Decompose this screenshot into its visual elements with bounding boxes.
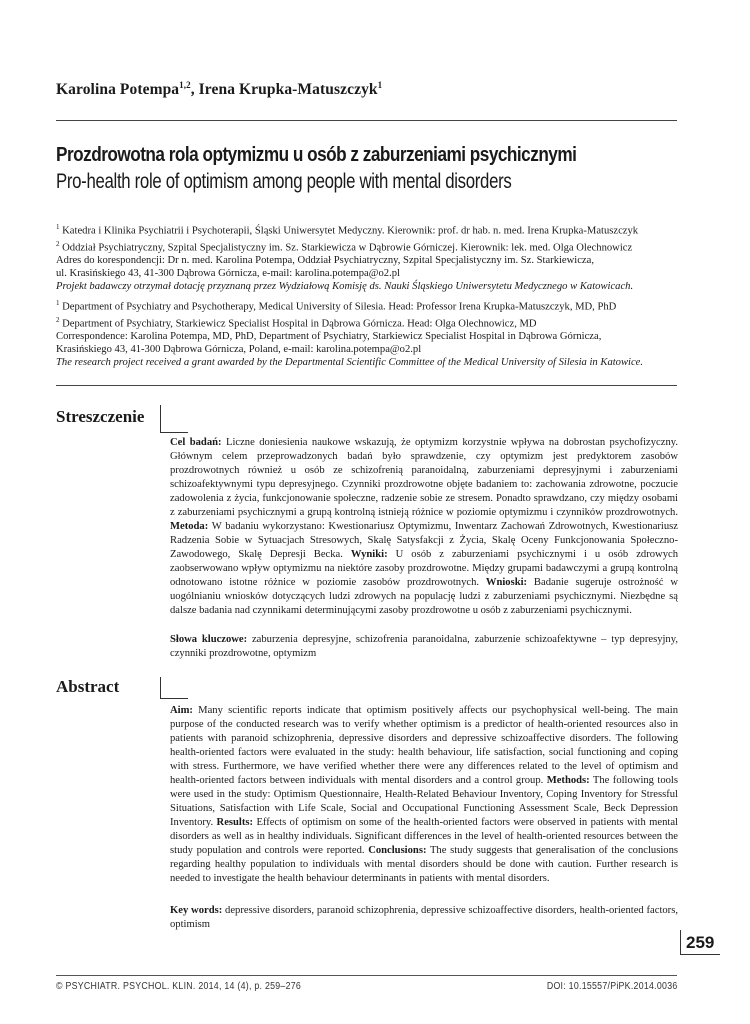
correspondence-line: Adres do korespondencji: Dr n. med. Karolina Potempa, Oddział Psychiatryczny, Szpital Specjalistyczny im. Sz. Starkiewicza, — [56, 255, 594, 267]
page-number: 259 — [686, 933, 715, 952]
section-heading-streszczenie: Streszczenie — [56, 407, 145, 426]
label-aim: Cel badań: — [170, 437, 222, 448]
funding-note: Projekt badawczy otrzymał dotację przyznaną przez Wydziałową Komisję ds. Nauki Śląskiego Uniwersytetu Medycznego w Katowicach. — [56, 281, 634, 293]
title-english: Pro-health role of optimism among people with mental disorders — [56, 170, 512, 193]
footer-citation: © PSYCHIATR. PSYCHOL. KLIN. 2014, 14 (4), p. 259–276 — [56, 981, 302, 992]
page-number-bracket — [680, 954, 720, 955]
affiliation-marker: 2 — [56, 239, 60, 248]
section-bracket — [160, 677, 161, 699]
streszczenie-body — [170, 436, 678, 618]
author-separator: , — [190, 81, 199, 99]
label-conclusions: Wnioski: — [485, 577, 528, 588]
author-name: Irena Krupka-Matuszczyk — [198, 81, 378, 99]
footer-divider — [56, 975, 677, 976]
label-results: Wyniki: — [350, 549, 388, 560]
correspondence-line: Krasińskiego 43, 41-300 Dąbrowa Górnicza, Poland, e-mail: karolina.potempa@o2.pl — [56, 344, 422, 356]
affiliation-line — [56, 314, 696, 331]
text-results: Effects of optimism on some of the health-oriented factors were observed in patients with mental disorders as well as in healthy individuals. Significant differences in the level of health-oriented resources between the study population and controls were reported. — [170, 817, 678, 856]
label-methods: Metoda: — [170, 521, 209, 532]
label-keywords: Key words: — [170, 905, 223, 916]
affiliations-english — [56, 297, 696, 369]
text-conclusions: The study suggests that generalisation of the conclusions regarding healthy population to individuals with mental disorders should be done with caution. Further research is needed to investigate the health behaviour determinants in patients with mental disorders. — [170, 845, 678, 884]
text-results: U osób z zaburzeniami psychicznymi i u osób zdrowych zaobserwowano wpływ optymizmu na niektóre zasoby prozdrowotne. Między grupami badawczymi a grupą kontrolną odnotowano istotne różnice w poziomie zasobów prozdrowotnych. — [170, 549, 678, 588]
affiliation-line — [56, 297, 696, 314]
affiliations-polish — [56, 221, 696, 293]
correspondence-line: Correspondence: Karolina Potempa, MD, PhD, Department of Psychiatry, Starkiewicz Specialist Hospital in Dąbrowa Górnicza, — [56, 331, 602, 343]
affiliation-line — [56, 238, 696, 255]
affiliation-line — [56, 221, 696, 238]
authors-line — [56, 80, 382, 99]
footer-doi: DOI: 10.15557/PiPK.2014.0036 — [547, 981, 678, 992]
label-keywords: Słowa kluczowe: — [170, 634, 248, 645]
affiliation-text: Katedra i Klinika Psychiatrii i Psychoterapii, Śląski Uniwersytet Medyczny. Kierownik: prof. dr hab. n. med. Irena Krupka-Matuszczyk — [59, 225, 639, 237]
text-aim: Many scientific reports indicate that optimism positively affects our psychophysical well-being. The main purpose of the conducted research was to verify whether optimism is a predictor of health-oriented resources also in patients with paranoid schizophrenia, depressive disorders and depressive schizoaffective disorders. The following health-oriented factors were evaluated in the study: health behaviour, life satisfaction, social functioning and coping with stress. Furthermore, we have verified whether there were any differences related to the level of optimism and health-oriented factors between individuals with mental disorders and a control group. — [170, 705, 678, 786]
affiliation-text: Oddział Psychiatryczny, Szpital Specjalistyczny im. Sz. Starkiewicza w Dąbrowie Górniczej. Kierownik: lek. med. Olga Olechnowicz — [59, 242, 633, 254]
section-bracket — [160, 432, 188, 433]
title-polish: Prozdrowotna rola optymizmu u osób z zaburzeniami psychicznymi — [56, 144, 577, 166]
text-conclusions: Badanie sugeruje ostrożność w uogólnianiu wniosków dotyczących ludzi zdrowych na populację ludzi z zaburzeniami psychicznymi. Niezbędne są dalsze badania nad czynnikami determinującymi zasoby prozdrowotne u osób z zaburzeniami psychicznymi. — [170, 577, 678, 616]
section-bracket — [160, 698, 188, 699]
affiliation-marker: 1 — [56, 299, 60, 307]
label-aim: Aim: — [170, 705, 193, 716]
author-name: Karolina Potempa — [56, 81, 180, 99]
section-heading-abstract: Abstract — [56, 677, 120, 696]
text-aim: Liczne doniesienia naukowe wskazują, że optymizm korzystnie wpływa na dobrostan psychofizyczny. Głównym celem przeprowadzonych badań było sprawdzenie, czy optymizm jest predyktorem zasobów prozdrowotnych również u osób ze schizofrenią paranoidalną, zaburzeniami depresyjnymi i zaburzeniami schizoafektywnymi typu depresyjnego. Czynniki prozdrowotne objęte badaniem to: zachowania zdrowotne, poczucie zadowolenia z życia, funkcjonowanie społeczne, radzenie sobie ze stresem. Ponadto sprawdzano, czy między osobami z zaburzeniami psychicznymi a grupą kontrolną istnieją różnice w poziomie optymizmu i czynników prozdrowotnych. — [170, 437, 678, 518]
label-methods: Methods: — [546, 775, 590, 786]
correspondence-line: ul. Krasińskiego 43, 41-300 Dąbrowa Górnicza, e-mail: karolina.potempa@o2.pl — [56, 268, 400, 280]
text-keywords: depressive disorders, paranoid schizophrenia, depressive schizoaffective disorders, health-oriented factors, optimism — [170, 905, 678, 930]
label-results: Results: — [216, 817, 254, 828]
divider — [56, 385, 677, 386]
section-bracket — [160, 405, 161, 433]
author-affiliation-marker: 1,2 — [179, 80, 191, 90]
author-affiliation-marker: 1 — [377, 80, 383, 90]
affiliation-text: Department of Psychiatry, Starkiewicz Specialist Hospital in Dąbrowa Górnicza. Head: Olga Olechnowicz, MD — [59, 318, 537, 330]
funding-note: The research project received a grant awarded by the Departmental Scientific Committee of the Medical University of Silesia in Katowice. — [56, 357, 644, 369]
abstract-body — [170, 704, 678, 886]
affiliation-marker: 2 — [56, 315, 60, 324]
divider — [56, 120, 677, 121]
streszczenie-keywords — [170, 633, 678, 661]
label-conclusions: Conclusions: — [368, 845, 427, 856]
text-methods: The following tools were used in the study: Optimism Questionnaire, Health-Related Behaviour Inventory, Coping Inventory for Stressful Situations, Satisfaction with Life Scale, Social and Occupational Functioning Assessment Scale, Beck Depression Inventory. — [170, 775, 678, 828]
affiliation-marker: 1 — [56, 223, 60, 231]
abstract-keywords — [170, 904, 678, 932]
text-keywords: zaburzenia depresyjne, schizofrenia paranoidalna, zaburzenie schizoafektywne – typ depresyjny, czynniki prozdrowotne, optymizm — [170, 634, 678, 659]
page-number-bracket — [680, 930, 681, 954]
affiliation-text: Department of Psychiatry and Psychotherapy, Medical University of Silesia. Head: Professor Irena Krupka-Matuszczyk, MD, PhD — [59, 301, 617, 313]
text-methods: W badaniu wykorzystano: Kwestionariusz Optymizmu, Inwentarz Zachowań Zdrowotnych, Kwestionariusz Radzenia Sobie w Sytuacjach Stresowych, Skalę Satysfakcji z Życia, Skalę Oceny Funkcjonowania Społeczno-Zawodowego, Skalę Depresji Becka. — [170, 521, 678, 560]
